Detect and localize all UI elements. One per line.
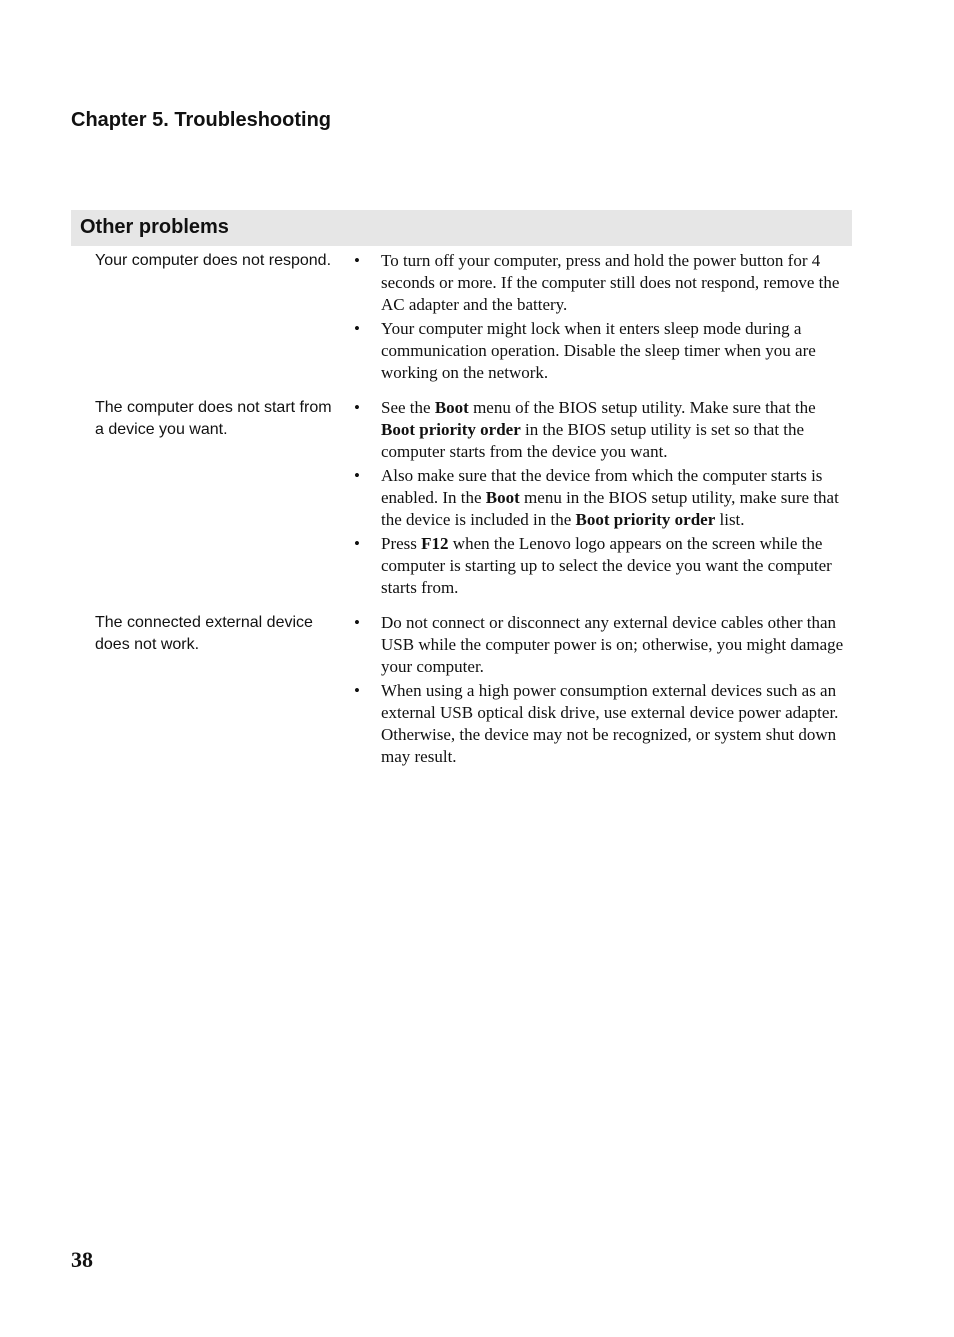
- problem-row: [95, 250, 845, 386]
- solution-text: Your computer might lock when it enters sleep mode during a communication operation. Disable the sleep timer when you are working on the network.: [381, 319, 816, 382]
- bullet-icon: •: [354, 466, 360, 485]
- solution-item: [340, 465, 845, 531]
- solution-text: list.: [715, 510, 745, 529]
- bullet-icon: •: [354, 398, 360, 417]
- solution-text: Press: [381, 534, 422, 553]
- chapter-title: Chapter 5. Troubleshooting: [71, 109, 332, 131]
- solution-item: [340, 250, 845, 316]
- solution-text: in the BIOS setup utility is set so that the computer starts from the device you want.: [381, 420, 805, 461]
- solution-text: menu in the BIOS setup utility, make sure that the device is included in the: [381, 488, 839, 529]
- page-number: 38: [71, 1247, 93, 1272]
- solution-text: Also make sure that the device from which the computer starts is enabled. In the: [381, 466, 823, 507]
- solution-text: To turn off your computer, press and hold the power button for 4 seconds or more. If the computer still does not respond, remove the AC adapter and the battery.: [381, 251, 840, 314]
- problems-table: [95, 250, 845, 781]
- bullet-icon: •: [354, 319, 360, 338]
- bullet-icon: •: [354, 534, 360, 553]
- solution-item: [340, 533, 845, 599]
- section-header: [71, 210, 852, 246]
- solution-text: When using a high power consumption external devices such as an external USB optical disk drive, use external device power adapter. Otherwise, the device may not be recognized, or system shut down may result.: [381, 681, 839, 766]
- problem-row: [95, 397, 845, 601]
- solution-text: Do not connect or disconnect any external device cables other than USB while the computer power is on; otherwise, you might damage your computer.: [381, 613, 844, 676]
- solution-item: [340, 397, 845, 463]
- emphasized-term: Boot priority order: [575, 510, 716, 529]
- emphasized-term: Boot: [485, 488, 520, 507]
- emphasized-term: F12: [421, 534, 449, 553]
- solution-list: [340, 612, 845, 770]
- solution-text: menu of the BIOS setup utility. Make sure that the: [468, 398, 816, 417]
- solution-item: [340, 318, 845, 384]
- section-title: Other problems: [80, 216, 229, 238]
- problem-label: The computer does not start from a device you want.: [95, 399, 332, 438]
- bullet-icon: •: [354, 251, 360, 270]
- bullet-icon: •: [354, 613, 360, 632]
- emphasized-term: Boot priority order: [381, 420, 521, 439]
- problem-label: Your computer does not respond.: [95, 252, 332, 269]
- problem-row: [95, 612, 845, 770]
- problem-label: The connected external device does not work.: [95, 614, 313, 653]
- bullet-icon: •: [354, 681, 360, 700]
- solution-text: when the Lenovo logo appears on the screen while the computer is starting up to select the device you want the computer starts from.: [381, 534, 832, 597]
- emphasized-term: Boot: [434, 398, 469, 417]
- solution-list: [340, 397, 845, 601]
- solution-text: See the: [381, 398, 435, 417]
- solution-list: [340, 250, 845, 386]
- solution-item: [340, 612, 845, 678]
- solution-item: [340, 680, 845, 768]
